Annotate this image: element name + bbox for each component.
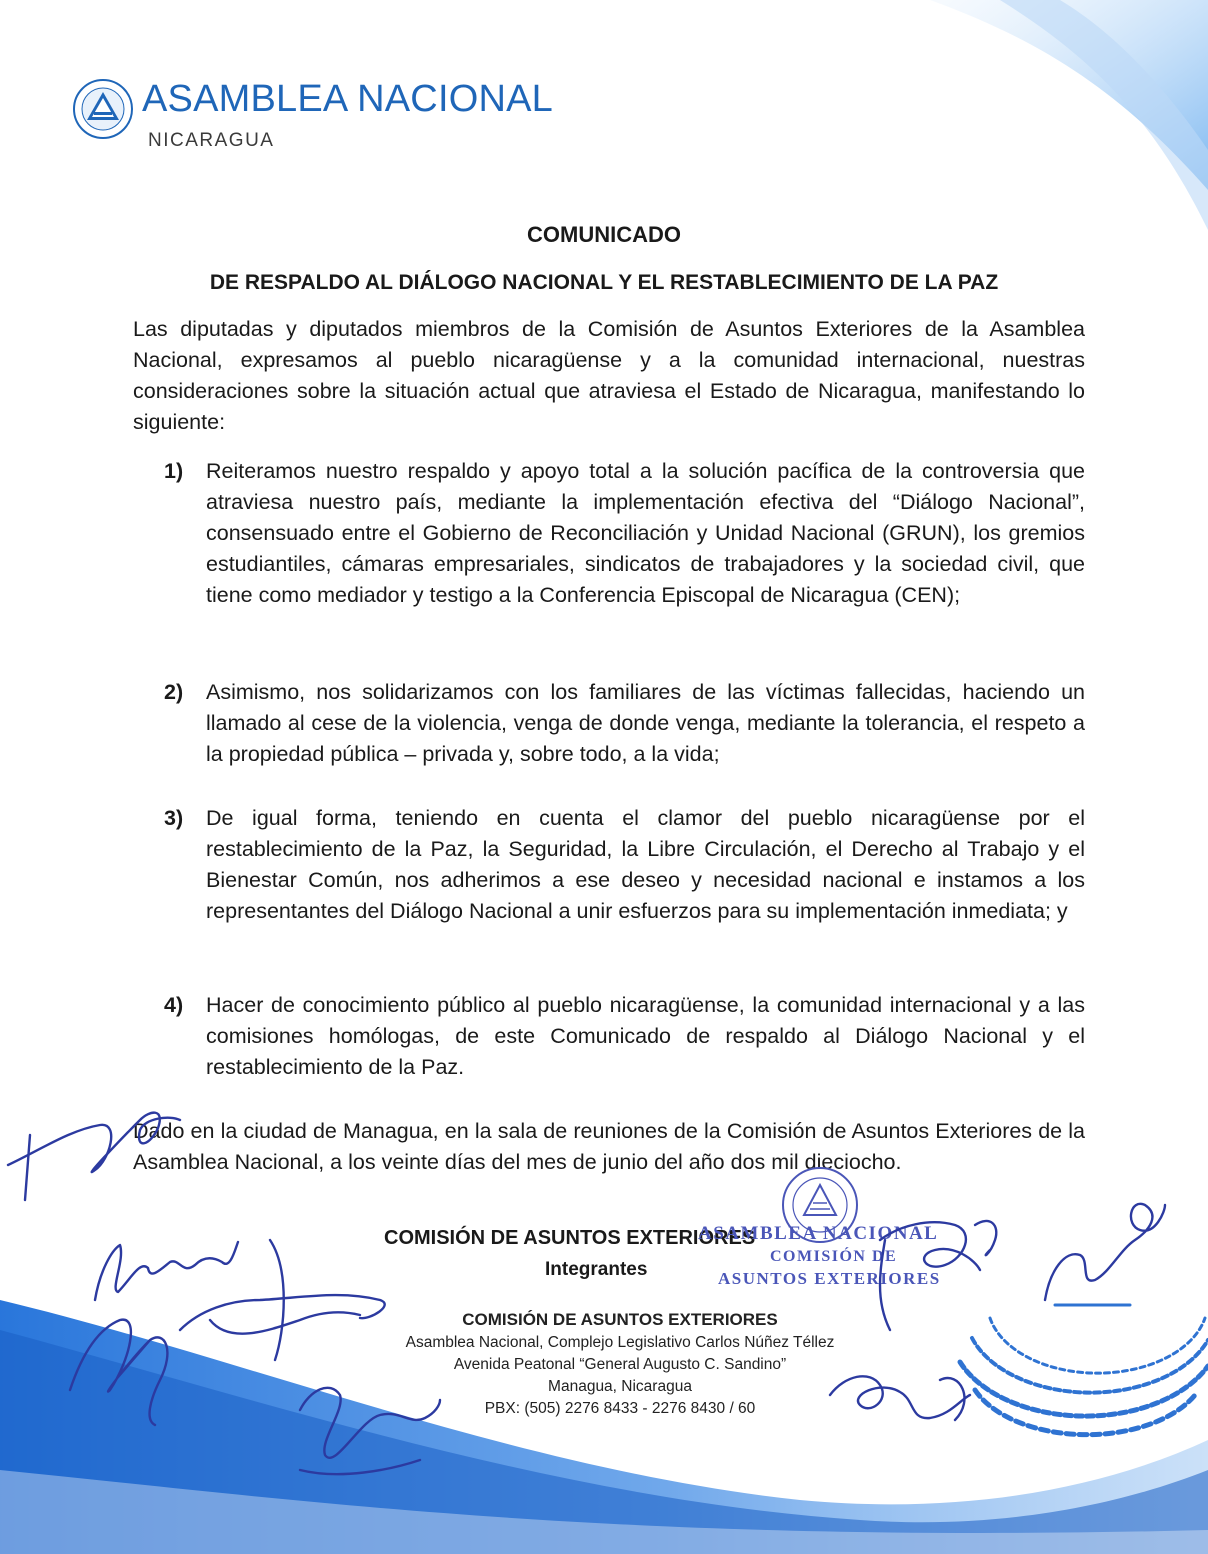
item-text: Hacer de conocimiento público al pueblo nicaragüense, la comunidad internacional y a las comisiones homólogas, de este Comunicado de respaldo al Diálogo Nacional y el restablecimiento de la Paz. <box>206 993 1085 1079</box>
footer-city: Managua, Nicaragua <box>548 1378 692 1395</box>
footer-address-line2: Avenida Peatonal “General Augusto C. Sandino” <box>453 1356 787 1373</box>
item-text: Reiteramos nuestro respaldo y apoyo total a la solución pacífica de la controversia que atraviesa nuestro país, mediante la implementación efectiva del “Diálogo Nacional”, consensuado entre el Gobierno de Reconciliación y Unidad Nacional (GRUN), los gremios estudiantiles, cámaras empresariales, sindicatos de trabajadores y la sociedad civil, que tiene como mediador y testigo a la Conferencia Episcopal de Nicaragua (CEN); <box>206 459 1085 607</box>
document-subtitle: DE RESPALDO AL DIÁLOGO NACIONAL Y EL RESTABLECIMIENTO DE LA PAZ <box>209 271 999 294</box>
item-number: 1) <box>164 459 184 483</box>
item-text: De igual forma, teniendo en cuenta el clamor del pueblo nicaragüense por el restablecimiento de la Paz, la Seguridad, la Libre Circulación, el Derecho al Trabajo y el Bienestar Común, nos adherimos a ese deseo y necesidad nacional e instamos a los representantes del Diálogo Nacional a unir esfuerzos para su implementación inmediata; y <box>206 806 1085 923</box>
closing-paragraph: Dado en la ciudad de Managua, en la sala de reuniones de la Comisión de Asuntos Exteriores de la Asamblea Nacional, a los veinte días del mes de junio del año dos mil dieciocho. <box>133 1119 1085 1174</box>
item-number: 2) <box>164 680 184 704</box>
item-number: 3) <box>164 806 184 830</box>
stamp-line1: ASAMBLEA NACIONAL <box>698 1223 939 1244</box>
item-number: 4) <box>164 993 184 1017</box>
footer-title: COMISIÓN DE ASUNTOS EXTERIORES <box>462 1310 778 1329</box>
item-text: Asimismo, nos solidarizamos con los familiares de las víctimas fallecidas, haciendo un llamado al cese de la violencia, venga de donde venga, mediante la tolerancia, el respeto a la propiedad pública – privada y, sobre todo, a la vida; <box>206 680 1085 766</box>
organization-country: NICARAGUA <box>148 130 275 151</box>
intro-paragraph: Las diputadas y diputados miembros de la Comisión de Asuntos Exteriores de la Asamblea Nacional, expresamos al pueblo nicaragüense y a la comunidad internacional, nuestras consideraciones sobre la situación actual que atraviesa el Estado de Nicaragua, manifestando lo siguiente: <box>133 317 1085 434</box>
stamp-line2: COMISIÓN DE <box>770 1248 898 1265</box>
footer-address-line1: Asamblea Nacional, Complejo Legislativo Carlos Núñez Téllez <box>405 1334 835 1351</box>
organization-name: ASAMBLEA NACIONAL <box>142 78 553 120</box>
stamp-line3: ASUNTOS EXTERIORES <box>718 1269 941 1288</box>
footer-phone: PBX: (505) 2276 8433 - 2276 8430 / 60 <box>484 1400 756 1417</box>
committee-name: COMISIÓN DE ASUNTOS EXTERIORES <box>384 1227 756 1249</box>
members-label: Integrantes <box>545 1259 648 1280</box>
document-title: COMUNICADO <box>527 222 681 247</box>
